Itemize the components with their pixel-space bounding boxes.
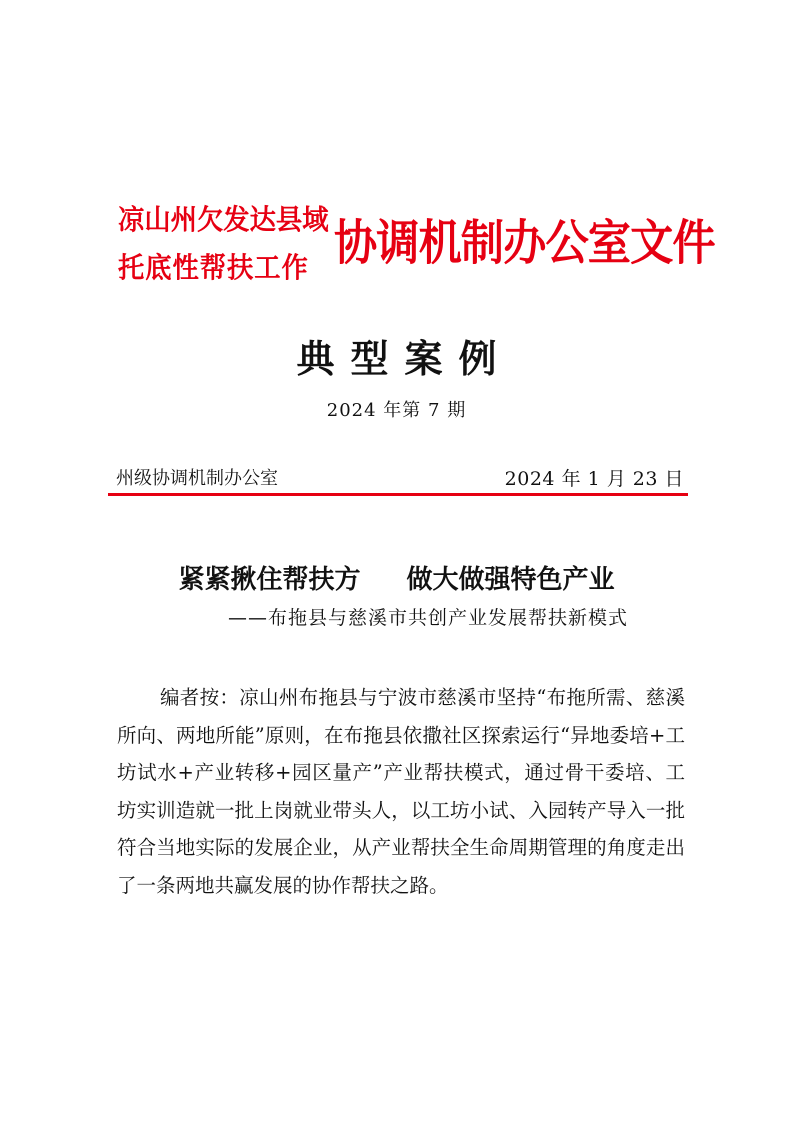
masthead-document-title: 协调机制办公室文件 (334, 215, 715, 271)
issuer-row (110, 466, 686, 492)
editor-note-label: 编者按： (160, 686, 240, 709)
article-title-part2: 做大做强特色产业 (406, 565, 615, 595)
red-separator-line (108, 493, 688, 496)
issue-number: 2024 年第 7 期 (326, 400, 467, 421)
issuer-name: 州级协调机制办公室 (116, 468, 278, 489)
article-title-part1: 紧紧揪住帮扶方 (178, 565, 361, 595)
editor-note-body: 凉山州布拖县与宁波市慈溪市坚持“布拖所需、慈溪所向、两地所能”原则，在布拖县依撒社区探索运行“异地委培+工坊试水+产业转移+园区量产”产业帮扶模式，通过骨干委培、工坊实训造就一批上岗就业带头人，以工坊小试、入园转产导入一批符合当地实际的发展企业，从产业帮扶全生命周期管理的角度走出了一条两地共赢发展的协作帮扶之路。 (117, 686, 685, 897)
issue-date: 2024 年 1 月 23 日 (504, 468, 684, 490)
masthead-org-line1: 凉山州欠发达县域 (118, 203, 329, 236)
article-title (0, 560, 793, 600)
masthead-organization (118, 196, 329, 292)
document-type-title: 典型案例 (296, 336, 513, 381)
masthead-org-line2: 托底性帮扶工作 (118, 251, 309, 284)
editor-note (117, 679, 685, 904)
article-subtitle: ——布拖县与慈溪市共创产业发展帮扶新模式 (228, 607, 629, 629)
